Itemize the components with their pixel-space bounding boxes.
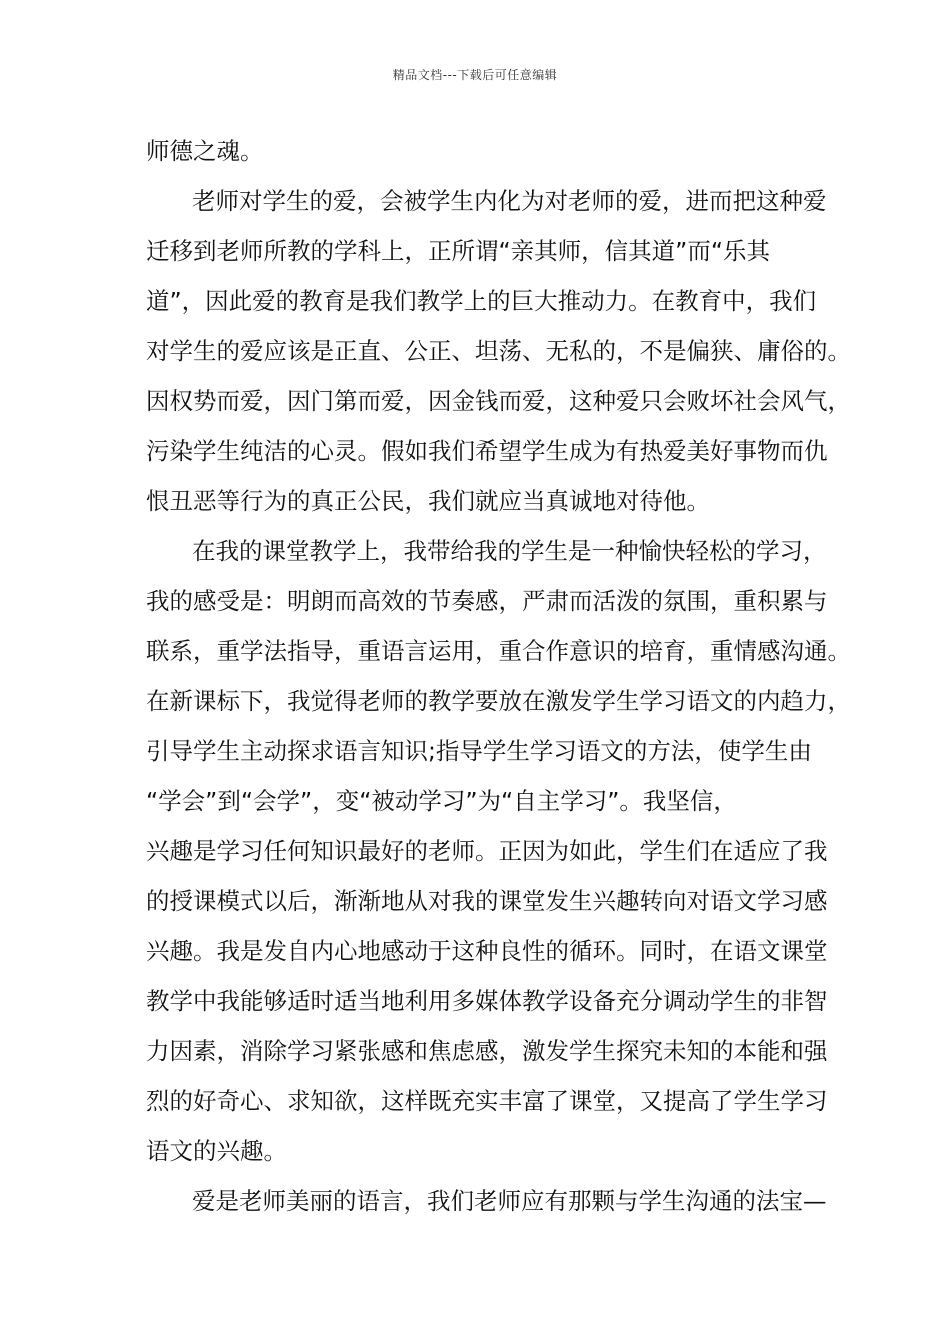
text-line: 力因素，消除学习紧张感和焦虑感，激发学生探究未知的本能和强 (146, 1037, 828, 1065)
text-line: 师德之魂。 (146, 137, 264, 165)
text-line: 老师对学生的爱，会被学生内化为对老师的爱，进而把这种爱 (192, 187, 827, 215)
text-line: 迁移到老师所教的学科上，正所谓“亲其师，信其道”而“乐其 (146, 237, 771, 265)
text-line: 对学生的爱应该是正直、公正、坦荡、无私的，不是偏狭、庸俗的。 (146, 337, 851, 365)
text-line: 语文的兴趣。 (146, 1137, 287, 1165)
text-line: 道”，因此爱的教育是我们教学上的巨大推动力。在教育中，我们 (146, 287, 817, 315)
text-line: 兴趣。我是发自内心地感动于这种良性的循环。同时，在语文课堂 (146, 937, 828, 965)
text-line: 烈的好奇心、求知欲，这样既充实丰富了课堂，又提高了学生学习 (146, 1087, 828, 1115)
text-line: 的授课模式以后，渐渐地从对我的课堂发生兴趣转向对语文学习感 (146, 887, 828, 915)
text-line: 污染学生纯洁的心灵。假如我们希望学生成为有热爱美好事物而仇 (146, 437, 828, 465)
text-line: 教学中我能够适时适当地利用多媒体教学设备充分调动学生的非智 (146, 987, 828, 1015)
text-line: 在我的课堂教学上，我带给我的学生是一种愉快轻松的学习， (192, 537, 827, 565)
text-line: 在新课标下，我觉得老师的教学要放在激发学生学习语文的内趋力， (146, 687, 851, 715)
text-line: 我的感受是：明朗而高效的节奏感，严肃而活泼的氛围，重积累与 (146, 587, 828, 615)
text-line: 引导学生主动探求语言知识;指导学生学习语文的方法，使学生由 (146, 737, 812, 765)
text-line: 爱是老师美丽的语言，我们老师应有那颗与学生沟通的法宝— (192, 1187, 827, 1215)
page-header: 精品文档---下载后可任意编辑 (392, 68, 558, 82)
text-line: 联系，重学法指导，重语言运用，重合作意识的培育，重情感沟通。 (146, 637, 851, 665)
text-line: 因权势而爱，因门第而爱，因金钱而爱，这种爱只会败坏社会风气， (146, 387, 851, 415)
text-line: “学会”到“会学”，变“被动学习”为“自主学习”。我坚信， (146, 787, 737, 815)
text-line: 恨丑恶等行为的真正公民，我们就应当真诚地对待他。 (146, 487, 710, 515)
text-line: 兴趣是学习任何知识最好的老师。正因为如此，学生们在适应了我 (146, 837, 828, 865)
